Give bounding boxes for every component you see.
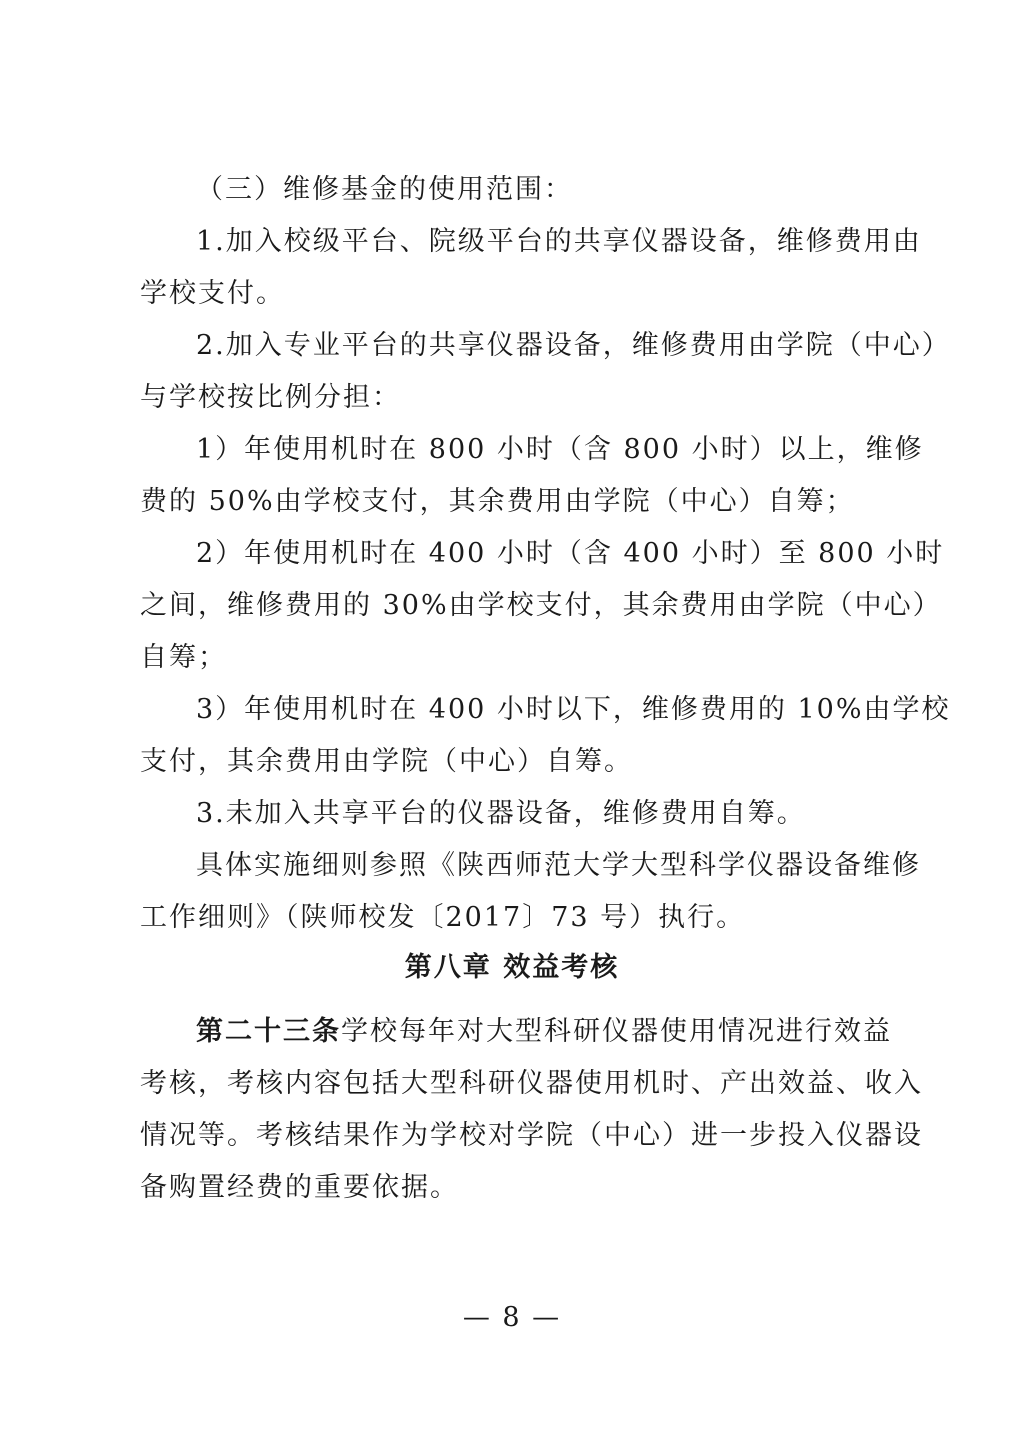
section-heading-scope: （三）维修基金的使用范围：	[196, 174, 573, 205]
paragraph-line: 具体实施细则参照《陕西师范大学大型科学仪器设备维修	[196, 850, 921, 881]
paragraph-line: 3）年使用机时在 400 小时以下，维修费用的 10%由学校	[196, 694, 951, 725]
paragraph-line: 情况等。考核结果作为学校对学院（中心）进一步投入仪器设	[140, 1120, 923, 1151]
paragraph-line: 2）年使用机时在 400 小时（含 400 小时）至 800 小时	[196, 538, 945, 569]
article-text: 学校每年对大型科研仪器使用情况进行效益	[341, 1016, 892, 1047]
paragraph-line: 费的 50%由学校支付，其余费用由学院（中心）自筹；	[140, 486, 855, 517]
paragraph-line: 1）年使用机时在 800 小时（含 800 小时）以上，维修	[196, 434, 924, 465]
paragraph-line: 支付，其余费用由学院（中心）自筹。	[140, 746, 633, 777]
paragraph-line: 备购置经费的重要依据。	[140, 1172, 459, 1203]
chapter-heading: 第八章 效益考核	[404, 952, 620, 983]
paragraph-line: 工作细则》（陕师校发〔2017〕73 号）执行。	[140, 902, 746, 933]
page-number: — 8 —	[462, 1302, 562, 1333]
paragraph-line: 之间，维修费用的 30%由学校支付，其余费用由学院（中心）	[140, 590, 942, 621]
paragraph-line: 考核，考核内容包括大型科研仪器使用机时、产出效益、收入	[140, 1068, 923, 1099]
paragraph-line: 1.加入校级平台、院级平台的共享仪器设备，维修费用由	[196, 226, 922, 257]
paragraph-line: 自筹；	[140, 642, 227, 673]
paragraph-line: 3.未加入共享平台的仪器设备，维修费用自筹。	[196, 798, 806, 829]
paragraph-line: 与学校按比例分担：	[140, 382, 401, 413]
paragraph-line: 2.加入专业平台的共享仪器设备，维修费用由学院（中心）	[196, 330, 951, 361]
paragraph-line: 学校支付。	[140, 278, 285, 309]
article-label: 第二十三条	[196, 1016, 341, 1047]
article-first-line	[196, 1012, 892, 1052]
